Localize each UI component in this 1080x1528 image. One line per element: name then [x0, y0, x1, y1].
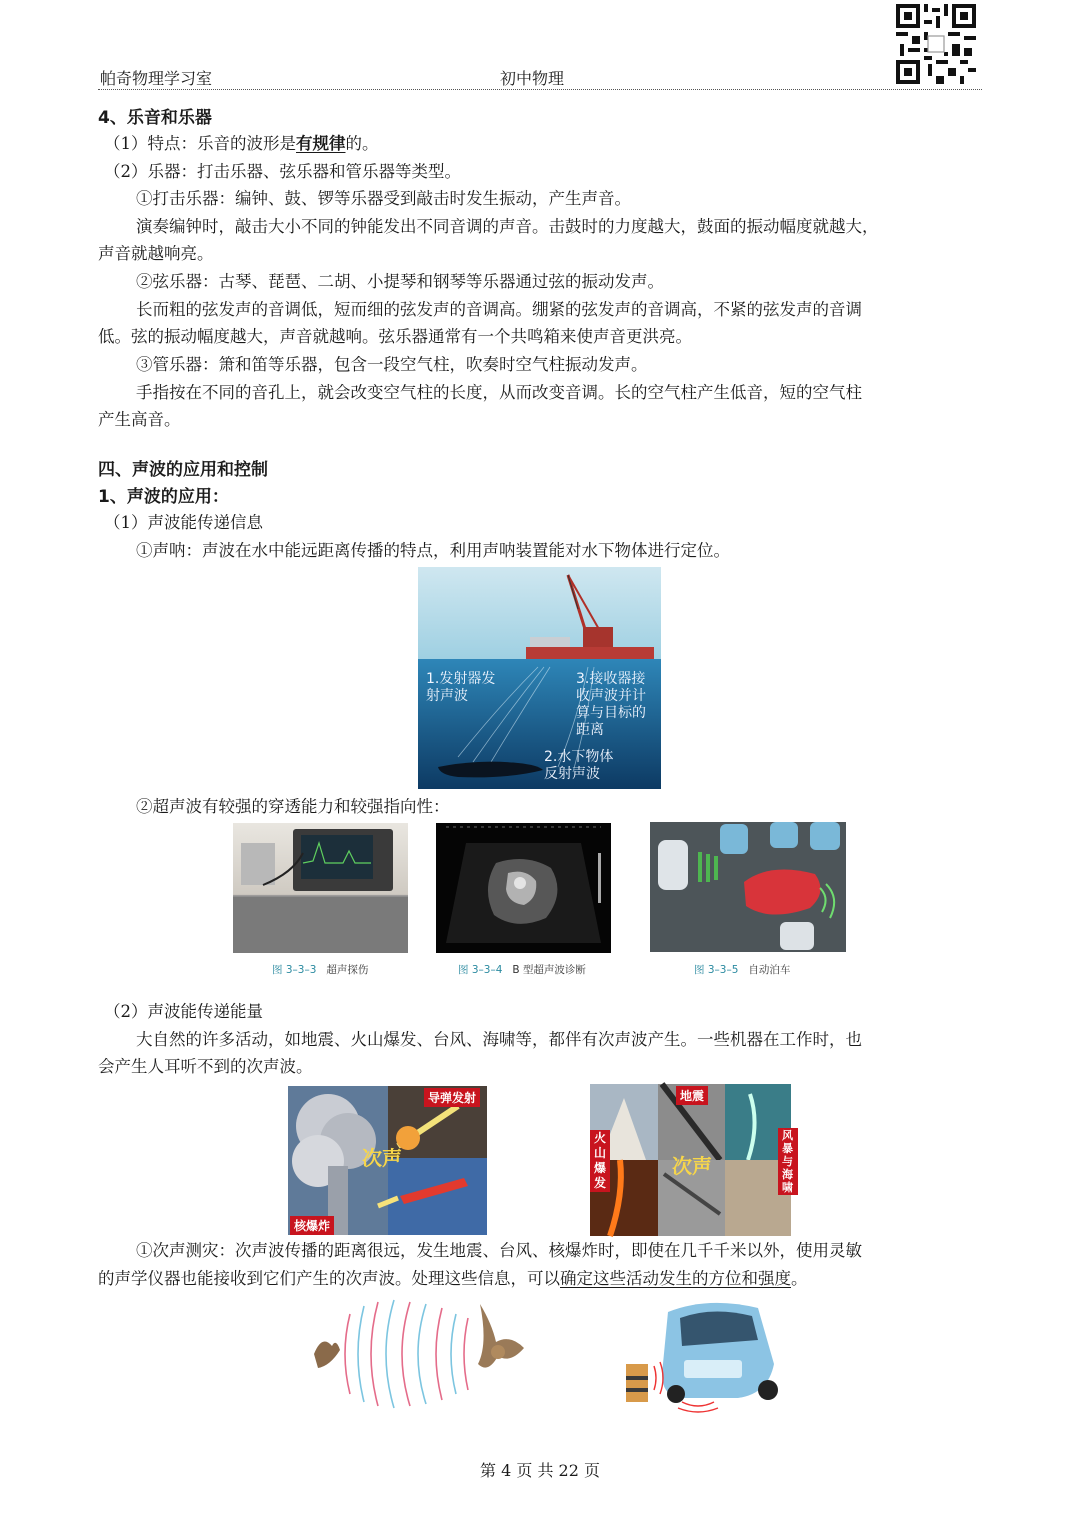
text: （1）特点：乐音的波形是	[104, 134, 296, 153]
paragraph	[104, 130, 988, 158]
infrasound-collage-right	[590, 1084, 791, 1236]
page-number: 第 4 页 共 22 页	[480, 1461, 600, 1480]
paragraph	[98, 1265, 982, 1293]
paragraph: 长而粗的弦发声的音调低，短而细的弦发声的音调高。绷紧的弦发声的音调高，不紧的弦发声的音调	[136, 300, 862, 319]
text: 的。	[345, 134, 379, 153]
paragraph: ①次声测灾：次声波传播的距离很远，发生地震、台风、核爆炸时，即使在几千千米以外，使用灵敏	[136, 1241, 862, 1260]
text: 的声学仪器也能接收到它们产生的次声波。处理这些信息，可以	[98, 1269, 560, 1288]
subsection-title: 1、声波的应用：	[98, 487, 229, 507]
tag-storm-tsunami: 风暴与海啸	[778, 1128, 798, 1195]
paragraph: （2）声波能传递能量	[104, 1002, 263, 1021]
emphasis-text: 有规律	[296, 134, 346, 153]
paragraph: ①打击乐器：编钟、鼓、锣等乐器受到敲击时发生振动，产生声音。	[136, 189, 631, 208]
sonar-label-emit: 1.发射器发射声波	[426, 671, 496, 704]
figure-caption	[458, 962, 586, 977]
car-parking-sensor-illustration	[618, 1294, 778, 1414]
paragraph: 演奏编钟时，敲击大小不同的钟能发出不同音调的声音。击鼓时的力度越大，鼓面的振动幅度就越大，	[136, 217, 879, 236]
figure-caption	[272, 962, 368, 977]
section-title-applications: 四、声波的应用和控制	[98, 460, 268, 480]
header-divider	[98, 89, 982, 90]
figure-number: 图 3–3–5	[694, 964, 739, 976]
tag-nuclear-explosion: 核爆炸	[290, 1216, 334, 1235]
figure-number: 图 3–3–3	[272, 964, 317, 976]
infrasound-label: 次声	[672, 1154, 712, 1178]
bat-echolocation-illustration	[310, 1294, 528, 1414]
infrasound-label: 次声	[362, 1146, 402, 1170]
paragraph: 会产生人耳听不到的次声波。	[98, 1057, 313, 1076]
figure-number: 图 3–3–4	[458, 964, 503, 976]
photo-ultrasonic-flaw-detection	[233, 823, 408, 953]
text: 。	[791, 1269, 808, 1288]
qr-code-icon	[896, 4, 976, 84]
figure-title: 自动泊车	[748, 964, 791, 976]
paragraph: 声音就越响亮。	[98, 244, 214, 263]
paragraph: 低。弦的振动幅度越大，声音就越响。弦乐器通常有一个共鸣箱来使声音更洪亮。	[98, 327, 692, 346]
tag-volcano: 火山爆发	[590, 1130, 610, 1192]
figure-title: B 型超声波诊断	[512, 964, 586, 976]
paragraph: ②超声波有较强的穿透能力和较强指向性：	[136, 797, 450, 816]
paragraph: 产生高音。	[98, 410, 181, 429]
infrasound-collage-left	[288, 1086, 487, 1235]
underlined-text: 确定这些活动发生的方位和强度	[560, 1269, 791, 1288]
paragraph: ③管乐器：箫和笛等乐器，包含一段空气柱，吹奏时空气柱振动发声。	[136, 355, 648, 374]
photo-b-ultrasound	[436, 823, 611, 953]
paragraph: ①声呐：声波在水中能远距离传播的特点，利用声呐装置能对水下物体进行定位。	[136, 541, 730, 560]
sonar-label-receive: 3.接收器接收声波并计算与目标的距离	[576, 671, 646, 738]
sonar-figure	[418, 567, 661, 789]
figure-title: 超声探伤	[326, 964, 369, 976]
paragraph: 手指按在不同的音孔上，就会改变空气柱的长度，从而改变音调。长的空气柱产生低音，短的空气柱	[136, 383, 862, 402]
section-title-music: 4、乐音和乐器	[98, 108, 212, 128]
header-center: 初中物理	[500, 69, 565, 88]
tag-earthquake: 地震	[676, 1086, 708, 1105]
paragraph: 大自然的许多活动，如地震、火山爆发、台风、海啸等，都伴有次声波产生。一些机器在工作时，也	[136, 1030, 862, 1049]
sonar-label-reflect: 2.水下物体反射声波	[544, 749, 614, 782]
photo-auto-parking	[650, 822, 846, 952]
paragraph: （2）乐器：打击乐器、弦乐器和管乐器等类型。	[104, 162, 461, 181]
paragraph: ②弦乐器：古琴、琵琶、二胡、小提琴和钢琴等乐器通过弦的振动发声。	[136, 272, 664, 291]
header-left: 帕奇物理学习室	[100, 69, 213, 88]
figure-caption	[694, 962, 790, 977]
paragraph: （1）声波能传递信息	[104, 513, 263, 532]
tag-missile-launch: 导弹发射	[424, 1088, 480, 1107]
